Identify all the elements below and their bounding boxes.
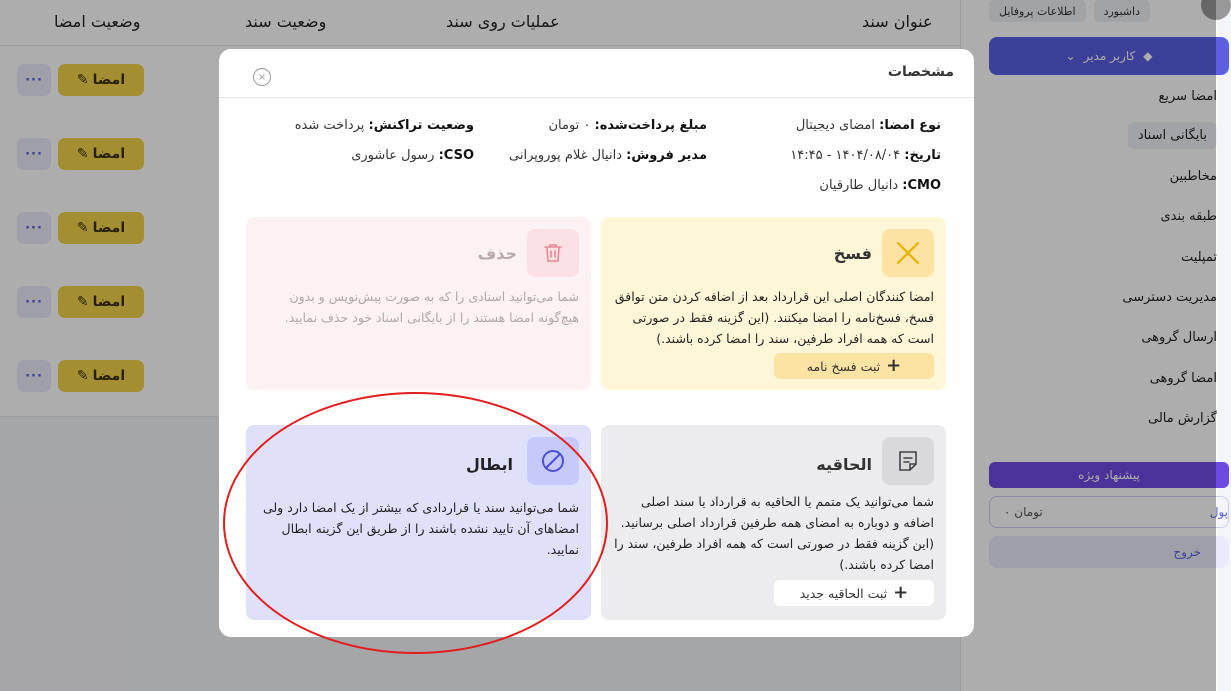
close-icon[interactable]: × (253, 68, 271, 86)
details-modal (219, 49, 974, 637)
sidebar-item-financial-report[interactable]: گزارش مالی (1148, 411, 1217, 426)
sign-type-info: نوع امضا: امضای دیجیتال (795, 118, 941, 133)
header-doc-status: وضعیت سند (245, 12, 327, 31)
new-addendum-button[interactable]: + ثبت الحاقیه جدید (774, 580, 934, 606)
profile-info-link[interactable]: اطلاعات پروفایل (989, 0, 1086, 22)
cmo-info: CMO: دانیال طارقیان (819, 178, 941, 193)
addendum-title: الحاقیه (816, 455, 872, 474)
faskh-card (601, 217, 946, 390)
special-offer-banner[interactable]: پیشنهاد ویژه (989, 462, 1229, 488)
amount-info: مبلغ پرداخت‌شده: ۰ تومان (548, 118, 707, 133)
revoke-card[interactable] (246, 425, 591, 620)
modal-header (219, 49, 974, 98)
balance-prefix: پول (1209, 505, 1228, 519)
register-faskh-button[interactable]: + ثبت فسخ نامه (774, 353, 934, 379)
plus-icon: + (886, 355, 902, 376)
sign-button[interactable]: ✎ امضا (58, 212, 144, 244)
delete-title: حذف (477, 244, 517, 263)
balance-field: ۰ تومان پول (989, 496, 1229, 528)
sign-button[interactable]: ✎ امضا (58, 138, 144, 170)
chevron-down-icon: ⌄ (1065, 49, 1076, 63)
cso-info: CSO: رسول عاشوری (351, 148, 474, 163)
date-info: تاریخ: ۱۴۰۴/۰۸/۰۴ - ۱۴:۴۵ (790, 148, 941, 163)
sidebar-item-templates[interactable]: تمپلیت (1180, 250, 1217, 265)
note-icon (882, 437, 934, 485)
pen-icon: ✎ (76, 220, 89, 236)
delete-description: شما می‌توانید اسنادی را که به صورت پیش‌نویس و بدون هیچ‌گونه امضا هستند را از بایگانی اسناد خود حذف نمایید. (284, 289, 579, 325)
faskh-description: امضا کنندگان اصلی این قرارداد بعد از اضافه کردن متن توافق فسخ، فسخ‌نامه را امضا میکنند. (این گزینه فقط در صورتی است که همه افراد طرفین، سند را امضا کرده باشند.) (614, 289, 934, 346)
sidebar-item-archive[interactable]: بایگانی اسناد (1128, 122, 1217, 149)
revoke-description: شما می‌توانید سند یا قراردادی که بیشتر از یک امضا دارد ولی امضاهای آن تایید نشده باشند را از طریق این گزینه ابطال نمایید. (262, 500, 579, 557)
diamond-icon: ◆ (1143, 49, 1153, 63)
sales-manager-info: مدیر فروش: دانیال غلام پوروپرانی (509, 148, 707, 163)
close-x-icon (882, 229, 934, 277)
pen-icon: ✎ (76, 146, 89, 162)
more-button[interactable]: ··· (17, 286, 51, 318)
sign-button[interactable]: ✎ امضا (58, 360, 144, 392)
plus-icon: + (893, 582, 909, 603)
header-doc-actions: عملیات روی سند (446, 12, 560, 31)
sidebar-item-access[interactable]: مدیریت دسترسی (1122, 290, 1217, 305)
sign-button[interactable]: ✎ امضا (58, 286, 144, 318)
pen-icon: ✎ (76, 294, 89, 310)
header-sign-status: وضعیت امضا (54, 12, 141, 31)
sidebar-item-contacts[interactable]: مخاطبین (1169, 169, 1217, 184)
addendum-description: شما می‌توانید یک متمم یا الحاقیه به قرارداد یا سند اصلی اضافه و دوباره به امضای همه طرفین قرارداد اصلی برسانید. (این گزینه فقط در صورتی است که همه افراد طرفین، سند را امضا کرده باشند.) (614, 494, 934, 572)
sign-button[interactable]: ✎ امضا (58, 64, 144, 96)
addendum-card (601, 425, 946, 620)
ban-icon (527, 437, 579, 485)
more-button[interactable]: ··· (17, 212, 51, 244)
faskh-title: فسخ (833, 244, 872, 263)
sidebar-item-group-send[interactable]: ارسال گروهی (1141, 330, 1217, 345)
trash-icon (527, 229, 579, 277)
more-button[interactable]: ··· (17, 64, 51, 96)
admin-user-dropdown[interactable]: ⌄ کاربر مدیر ◆ (989, 37, 1229, 75)
delete-card (246, 217, 591, 390)
sidebar-item-group-sign[interactable]: امضا گروهی (1149, 371, 1217, 386)
header-doc-title: عنوان سند (862, 12, 933, 31)
more-button[interactable]: ··· (17, 138, 51, 170)
pen-icon: ✎ (76, 72, 89, 88)
sidebar-item-quick-sign[interactable]: امضا سریع (1158, 89, 1217, 104)
dashboard-link[interactable]: داشبورد (1094, 0, 1150, 22)
modal-title: مشخصات (887, 64, 954, 80)
exit-button[interactable]: خروج (989, 536, 1229, 568)
pen-icon: ✎ (76, 368, 89, 384)
transaction-status-info: وضعیت تراکنش: پرداخت شده (294, 118, 474, 133)
more-button[interactable]: ··· (17, 360, 51, 392)
sidebar-item-categories[interactable]: طبقه بندی (1160, 209, 1217, 224)
revoke-title: ابطال (466, 455, 513, 474)
